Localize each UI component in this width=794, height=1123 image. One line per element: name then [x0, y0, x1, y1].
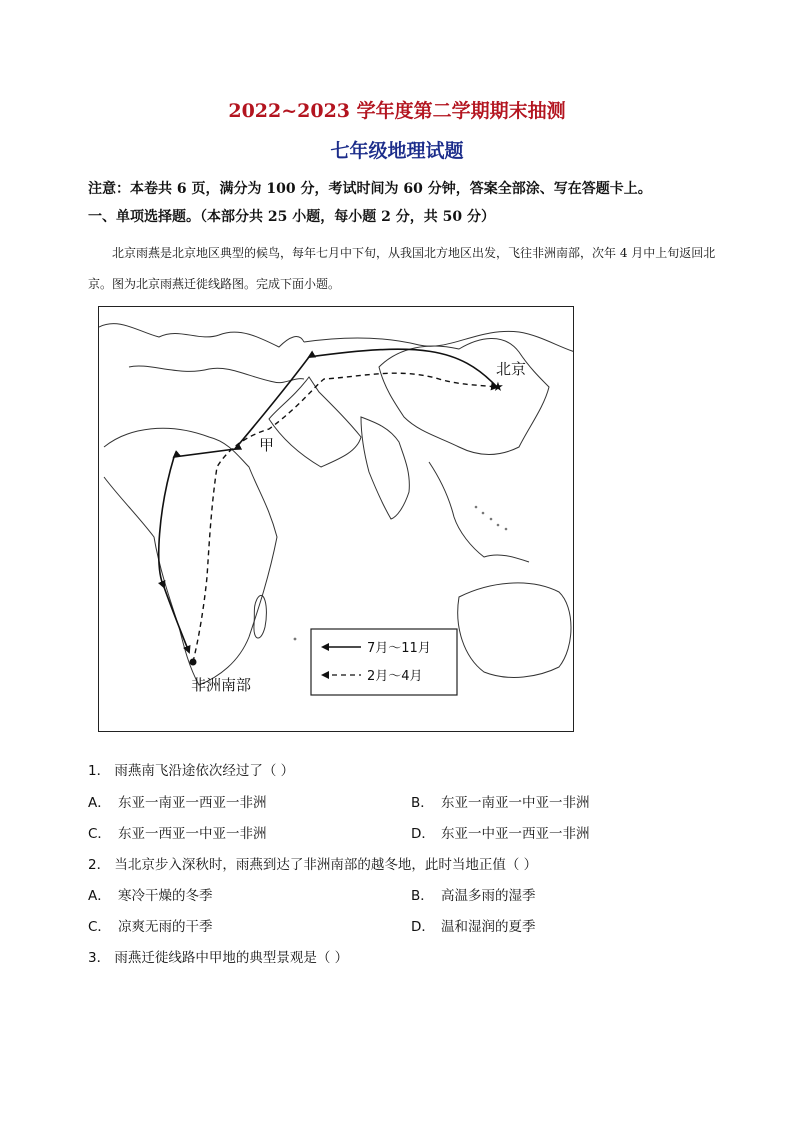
question-1-option-d[interactable]: D． 东亚一中亚一西亚一非洲 — [411, 826, 590, 842]
europe-coast — [99, 324, 304, 347]
exam-subtitle: 七年级地理试题 — [330, 140, 464, 162]
jia-label: 甲 — [259, 436, 275, 454]
question-1-option-b[interactable]: B． 东亚一南亚一中亚一非洲 — [411, 795, 590, 811]
legend-dashed-label: 2月～4月 — [367, 669, 423, 684]
south-africa-label: 非洲南部 — [191, 676, 252, 694]
south-africa-dot — [190, 659, 197, 666]
section-heading: 一、单项选择题。（本部分共 25 小题，每小题 2 分，共 50 分） — [88, 209, 495, 225]
question-2-stem: 2． 当北京步入深秋时，雨燕到达了非洲南部的越冬地，此时当地正值（ ） — [88, 857, 538, 873]
africa-outline — [104, 428, 277, 685]
legend-solid-label: 7月～11月 — [367, 641, 431, 656]
question-intro: 北京雨燕是北京地区典型的候鸟，每年七月中下旬，从我国北方地区出发，飞往非洲南部，次年 4 月中上旬返回北京。图为北京雨燕迁徙线路图。完成下面小题。 — [88, 246, 716, 291]
question-2-option-c[interactable]: C． 凉爽无雨的干季 — [88, 919, 213, 935]
question-1-stem: 1． 雨燕南飞沿途依次经过了（ ） — [88, 763, 295, 779]
question-1-option-c[interactable]: C． 东亚一西亚一中亚一非洲 — [88, 826, 267, 842]
southeast-asia — [429, 462, 529, 562]
mediterranean-coast — [129, 366, 304, 383]
india-outline — [361, 417, 409, 519]
question-1-option-a[interactable]: A． 东亚一南亚一西亚一非洲 — [88, 795, 267, 811]
asia-north — [304, 331, 574, 352]
exam-title: 2022~2023 学年度第二学期期末抽测 — [228, 100, 566, 122]
route-february-april — [193, 373, 497, 662]
china-outline — [379, 338, 549, 454]
beijing-label: 北京 — [496, 360, 527, 378]
map-legend — [311, 629, 457, 695]
svg-text:★: ★ — [492, 380, 504, 395]
question-2-option-b[interactable]: B． 高温多雨的湿季 — [411, 888, 536, 904]
question-2-option-d[interactable]: D． 温和湿润的夏季 — [411, 919, 536, 935]
exam-notice: 注意：本卷共 6 页，满分为 100 分，考试时间为 60 分钟，答案全部涂、写在答题卡上。 — [88, 181, 652, 197]
question-3-stem: 3． 雨燕迁徙线路中甲地的典型景观是（ ） — [88, 950, 349, 966]
migration-map — [98, 306, 574, 732]
route-july-november — [159, 349, 497, 652]
question-2-option-a[interactable]: A． 寒冷干燥的冬季 — [88, 888, 213, 904]
australia-outline — [458, 583, 571, 678]
